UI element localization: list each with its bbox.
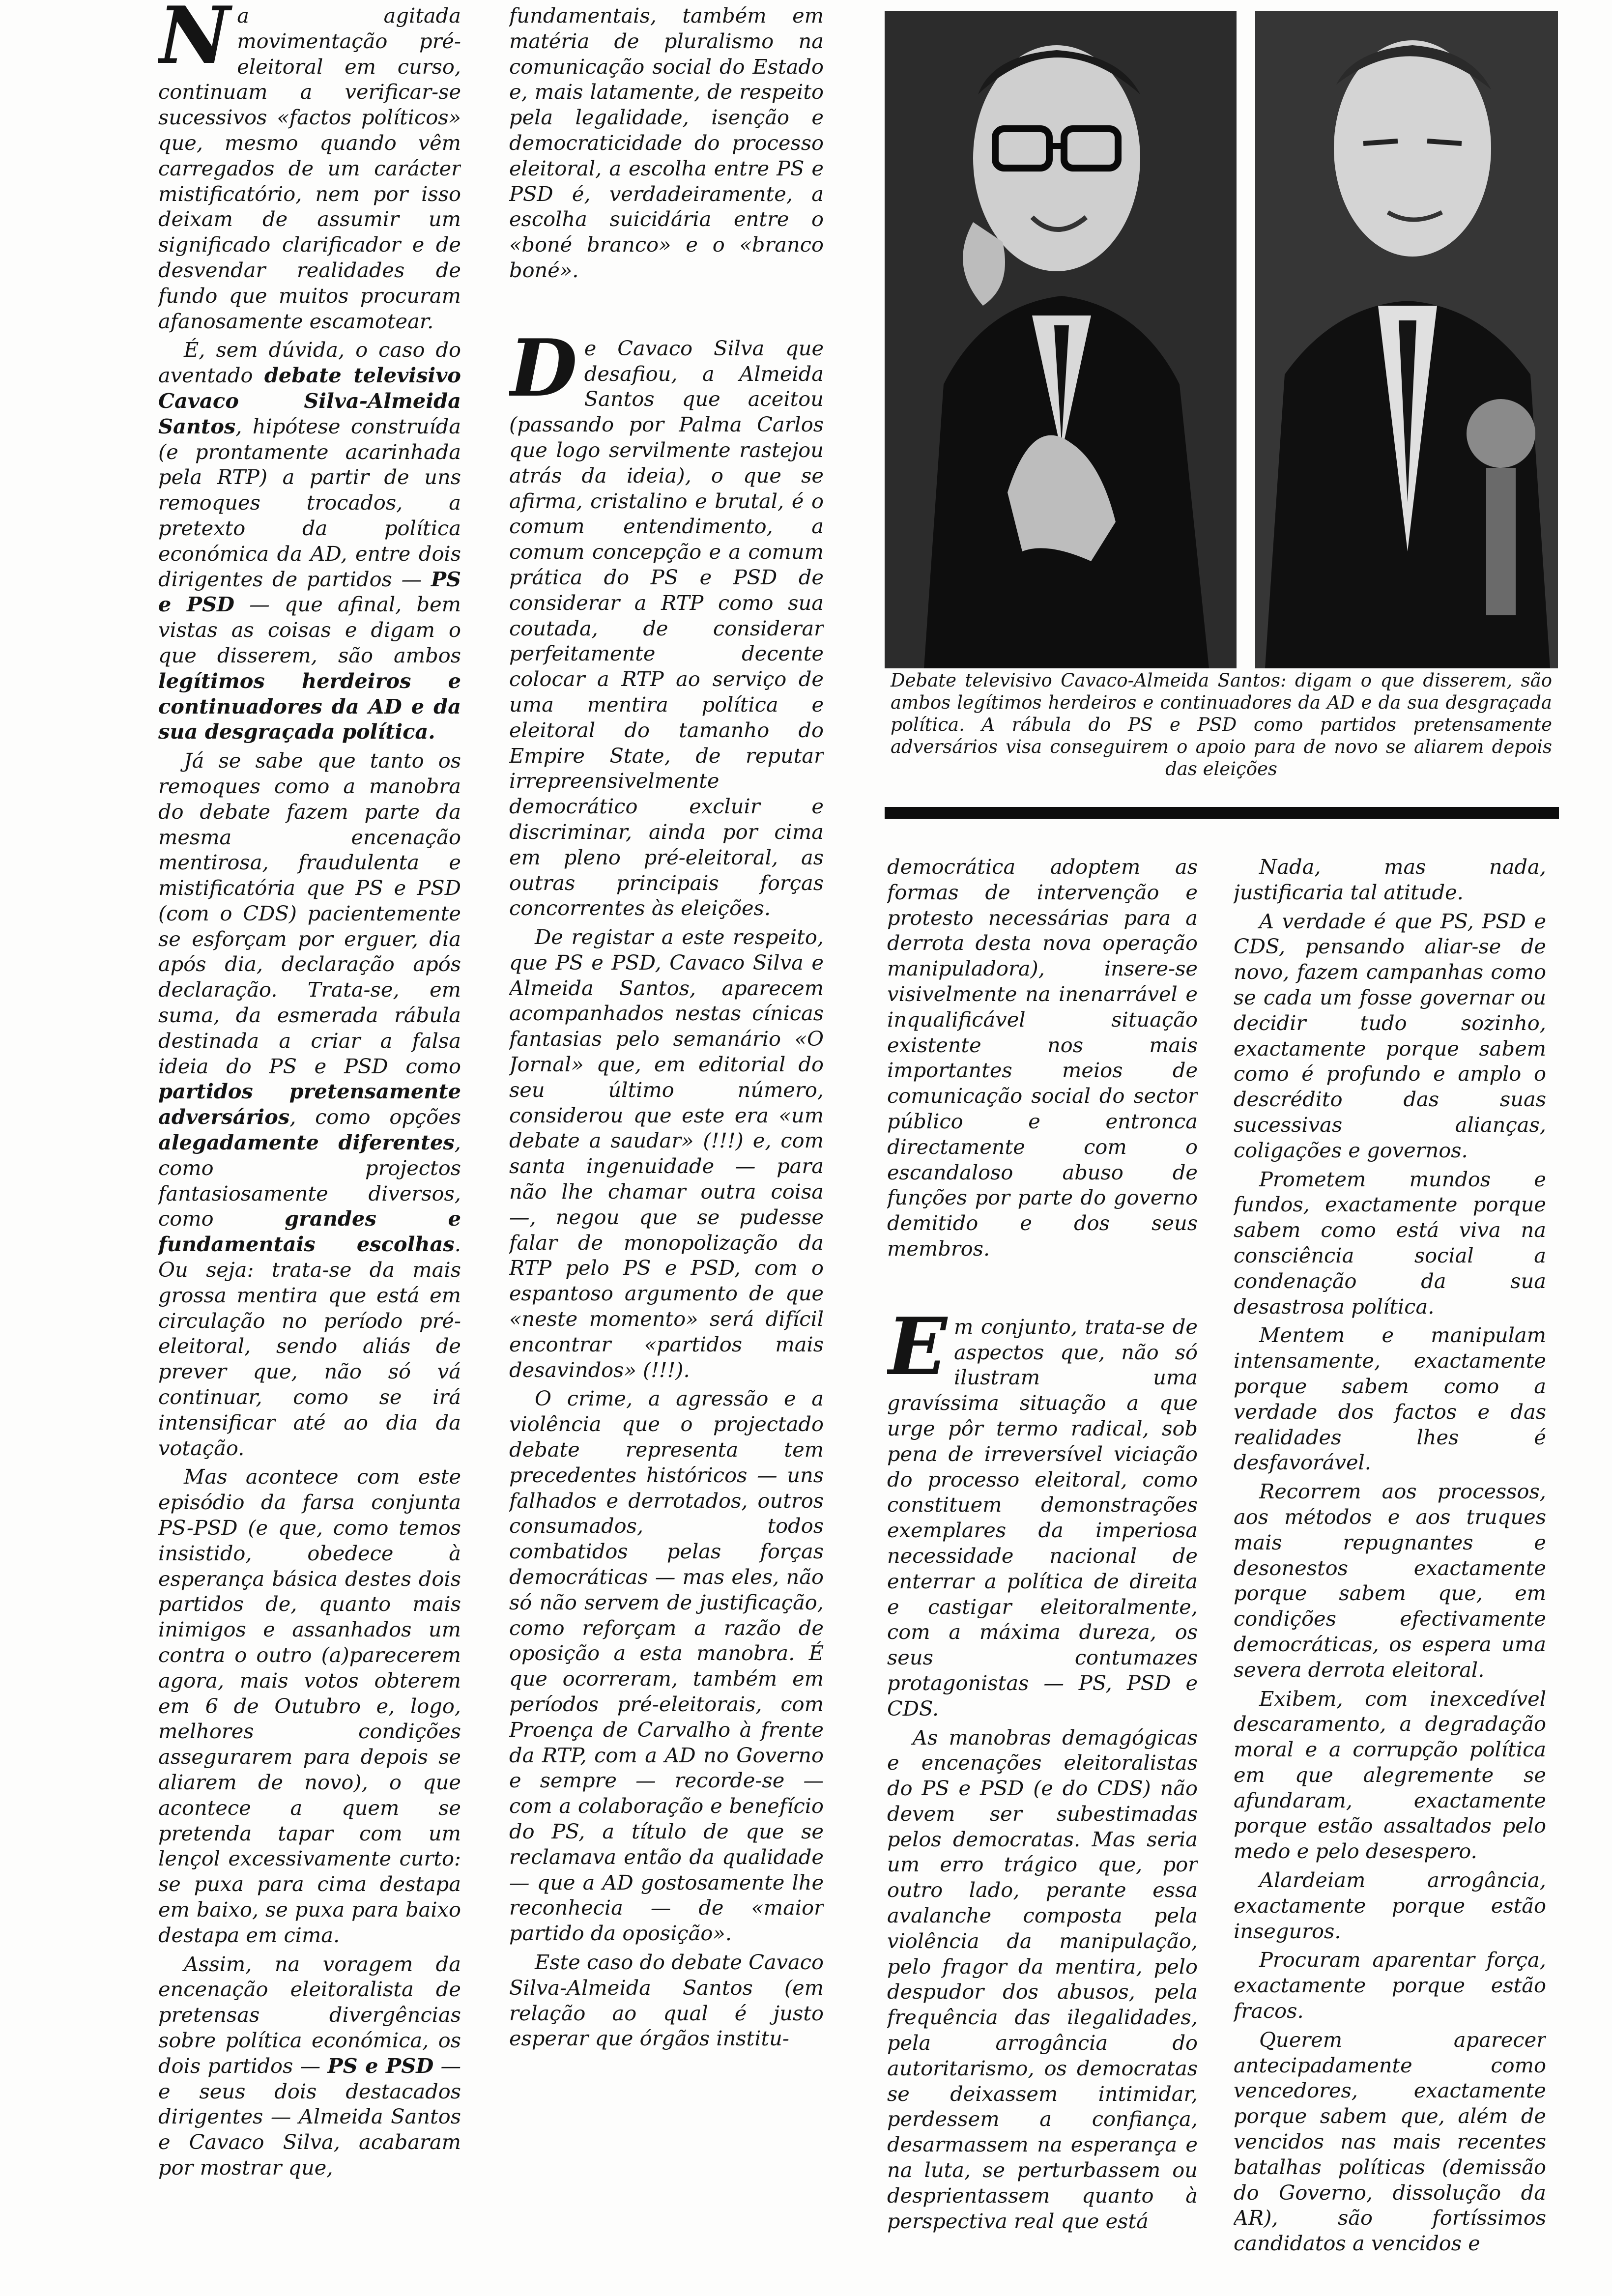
paragraph: Este caso do debate Cavaco Silva-Almeida Santos (em relação ao qual é justo esperar que órgãos institu- <box>509 1950 824 2051</box>
paragraph: Querem aparecer antecipadamente como vencedores, exactamente porque sabem que, além de vencidos nas mais recentes batalhas políticas (demissão do Governo, dissolução da AR), são fortíssimos candidatos a vencidos e <box>1234 2027 1546 2256</box>
drop-cap: N <box>158 3 230 82</box>
article-column-2 <box>509 3 824 2296</box>
section-divider <box>885 807 1559 819</box>
paragraph: A verdade é que PS, PSD e CDS, pensando aliar-se de novo, fazem campanhas como se cada um fosse governar ou decidir tudo sozinho, exactamente porque sabem como é profundo e amplo o descrédito das suas sucessivas alianças, coligações e governos. <box>1234 909 1546 1162</box>
drop-cap: E <box>887 1300 947 1393</box>
paragraph: O crime, a agressão e a violência que o projectado debate representa tem precedentes históricos — uns falhados e derrotados, outros consumados, todos combatidos pelas forças democráticas — mas eles, não só não servem de justificação, como reforçam a razão de oposição a esta manobra. É que ocorreram, também em períodos pré-eleitorais, com Proença de Carvalho à frente da RTP, com a AD no Governo e sempre — recorde-se — com a colaboração e benefício do PS, a título de que se reclamava então da qualidade — que a AD gostosamente lhe reconhecia — de «maior partido da oposição». <box>509 1386 824 1946</box>
paragraph: Mentem e manipulam intensamente, exactamente porque sabem como a verdade dos factos e das realidades lhes é desfavorável. <box>1234 1323 1546 1475</box>
paragraph: democrática adoptem as formas de intervenção e protesto necessárias para a derrota desta nova operação manipuladora), insere-se visivelmente na inenarrável e inqualificável situação existente nos mais importantes meios de comunicação social do sector público e entronca directamente com o escandaloso abuso de funções por parte do governo demitido e dos seus membros. <box>887 855 1198 1261</box>
photo-almeida-santos <box>1255 11 1558 668</box>
paragraph: Recorrem aos processos, aos métodos e aos truques mais repugnantes e desonestos exactamente porque sabem que, em condições efectivamente democráticas, os espera uma severa derrota eleitoral. <box>1234 1479 1546 1682</box>
paragraph: Mas acontece com este episódio da farsa conjunta PS-PSD (e que, como temos insistido, obedece à esperança básica destes dois partidos de, quanto mais inimigos e assanhados um contra o outro (a)parecerem agora, mais votos obterem em 6 de Outubro e, logo, melhores condições assegurarem para depois se aliarem de novo), o que acontece a quem se pretenda tapar com um lençol excessivamente curto: se puxa para cima destapa em baixo, se puxa para baixo destapa em cima. <box>158 1464 461 1947</box>
paragraph: Procuram aparentar força, exactamente porque estão fracos. <box>1234 1948 1546 2023</box>
portrait-image <box>885 11 1237 668</box>
paragraph: fundamentais, também em matéria de pluralismo na comunicação social do Estado e, mais latamente, de respeito pela legalidade, isenção e democraticidade do processo eleitoral, a escolha entre PS e PSD é, verdadeiramente, a escolha suicidária entre o «boné branco» e o «branco boné». <box>509 3 824 282</box>
photo-pair <box>885 11 1558 668</box>
paragraph: Alardeiam arrogância, exactamente porque estão inseguros. <box>1234 1868 1546 1943</box>
portrait-image <box>1255 11 1558 668</box>
paragraph: Já se sabe que tanto os remoques como a manobra do debate fazem parte da mesma encenação mentirosa, fraudulenta e mistificatória que PS e PSD (com o CDS) pacientemente se esforçam por erguer, dia após dia, declaração após declaração. Trata-se, em suma, da esmerada rábula destinada a criar a falsa ideia do PS e PSD como partidos pretensamente adversários, como opções alegadamente diferentes, como projectos fantasiosamente diversos, como grandes e fundamentais escolhas. Ou seja: trata-se da mais grossa mentira que está em circulação no período pré-eleitoral, sendo aliás de prever que, não só vá continuar, como se irá intensificar até ao dia da votação. <box>158 748 461 1460</box>
photo-cavaco-silva <box>885 11 1237 668</box>
article-column-3 <box>887 854 1198 2296</box>
paragraph: De Cavaco Silva que desafiou, a Almeida Santos que aceitou (passando por Palma Carlos que logo servilmente rastejou atrás da ideia), o que se afirma, cristalino e brutal, é o comum entendimento, a comum concepção e a comum prática do PS e PSD de considerar a RTP como sua coutada, de considerar perfeitamente decente colocar a RTP ao serviço de uma mentira política e eleitoral do tamanho do Empire State, de reputar irrepreensivelmente democrático excluir e discriminar, ainda por cima em pleno pré-eleitoral, as outras principais forças concorrentes às eleições. <box>509 321 824 920</box>
article-column-1 <box>158 3 461 2296</box>
article-column-4 <box>1234 854 1546 2296</box>
paragraph: As manobras demagógicas e encenações eleitoralistas do PS e PSD (e do CDS) não devem ser subestimadas pelos democratas. Mas seria um erro trágico que, por outro lado, perante essa avalanche composta pela violência da manipulação, pelo fragor da mentira, pelo despudor dos abusos, pela frequência das ilegalidades, pela arrogância do autoritarismo, os democratas se deixassem intimidar, perdessem a confiança, desarmassem na esperança e na luta, se perturbassem ou desprientassem quanto à perspectiva real que está <box>887 1725 1198 2233</box>
paragraph: Em conjunto, trata-se de aspectos que, não só ilustram uma gravíssima situação a que urge pôr termo radical, sob pena de irreversível viciação do processo eleitoral, como constituem demonstrações exemplares da imperiosa necessidade nacional de enterrar a política de direita e castigar eleitoralmente, com a máxima dureza, os seus contumazes protagonistas — PS, PSD e CDS. <box>887 1300 1198 1721</box>
paragraph: Nada, mas nada, justificaria tal atitude. <box>1234 855 1546 904</box>
paragraph: Na agitada movimentação pré-eleitoral em curso, continuam a verificar-se sucessivos «factos políticos» que, mesmo quando vêm carregados de um carácter mistificatório, nem por isso deixam de assumir um significado clarificador e de desvendar realidades de fundo que muitos procuram afanosamente escamotear. <box>158 3 461 333</box>
paragraph: É, sem dúvida, o caso do aventado debate televisivo Cavaco Silva-Almeida Santos, hipótese construída (e prontamente acarinhada pela RTP) a partir de uns remoques trocados, a pretexto da política económica da AD, entre dois dirigentes de partidos — PS e PSD — que afinal, bem vistas as coisas e digam o que disserem, são ambos legítimos herdeiros e continuadores da AD e da sua desgraçada política. <box>158 338 461 744</box>
drop-cap: D <box>509 321 577 414</box>
paragraph: Exibem, com inexcedível descaramento, a degradação moral e a corrupção política em que alegremente se afundaram, exactamente porque estão assaltados pelo medo e pelo desespero. <box>1234 1686 1546 1864</box>
paragraph: Assim, na voragem da encenação eleitoralista de pretensas divergências sobre política económica, os dois partidos — PS e PSD — e seus dois destacados dirigentes — Almeida Santos e Cavaco Silva, acabaram por mostrar que, <box>158 1952 461 2180</box>
photo-caption: Debate televisivo Cavaco-Almeida Santos: digam o que disserem, são ambos legítimos herdeiros e continuadores da AD e da sua desgraçada política. A rábula do PS e PSD como partidos pretensamente adversários visa conseguirem o apoio para de novo se aliarem depois das eleições <box>891 670 1552 779</box>
paragraph: De registar a este respeito, que PS e PSD, Cavaco Silva e Almeida Santos, aparecem acompanhados nestas cínicas fantasias pelo semanário «O Jornal» que, em editorial do seu último número, considerou que este era «um debate a saudar» (!!!) e, com santa ingenuidade — para não lhe chamar outra coisa —, negou que se pudesse falar de monopolização da RTP pelo PS e PSD, com o espantoso argumento de que «neste momento» será difícil encontrar «partidos mais desavindos» (!!!). <box>509 925 824 1382</box>
paragraph: Prometem mundos e fundos, exactamente porque sabem como está viva na consciência social a condenação da sua desastrosa política. <box>1234 1167 1546 1319</box>
